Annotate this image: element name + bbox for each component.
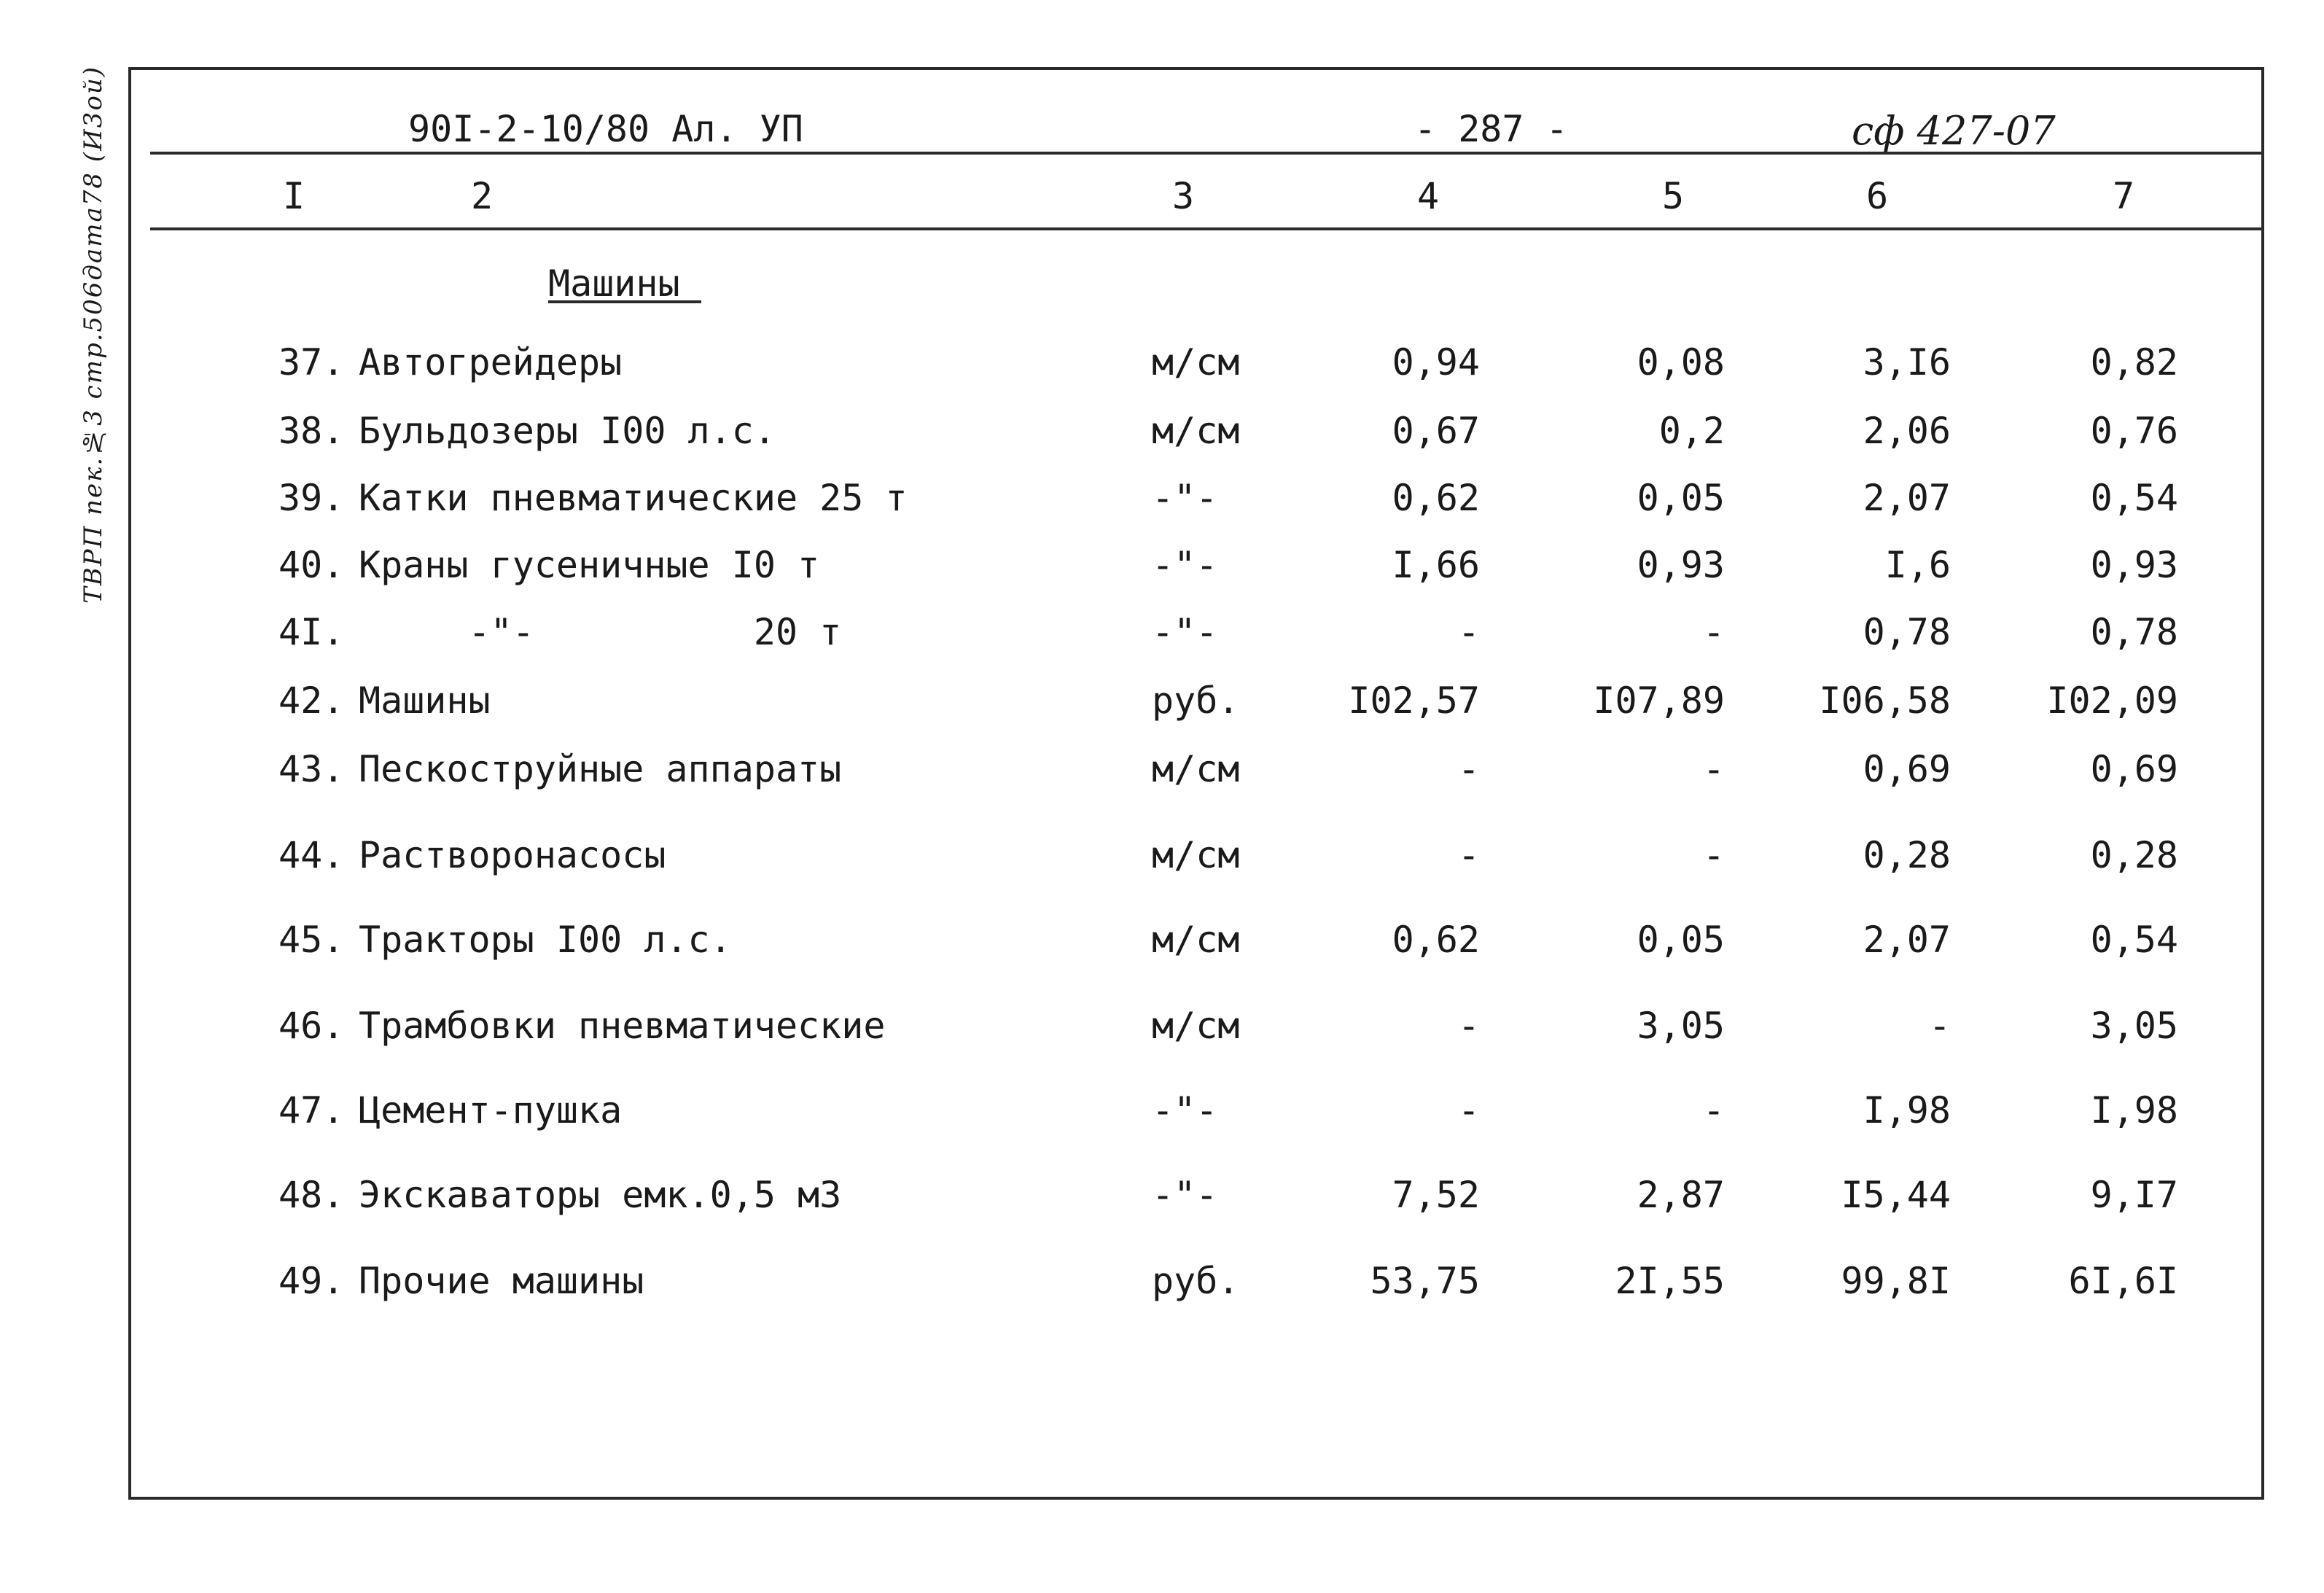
row-name: Трамбовки пневматические [359,1005,886,1047]
row-value-4: 0,67 [1392,410,1480,452]
row-value-4: 0,94 [1392,341,1480,383]
row-unit: -"- [1152,544,1218,586]
table-row [0,1005,2324,1056]
row-value-6: 0,78 [1863,611,1951,653]
row-unit: м/см [1152,748,1240,790]
row-name: Цемент-пушка [359,1089,623,1132]
row-value-6: 99,8I [1841,1260,1951,1302]
row-number: 40. [278,544,345,586]
table-row [0,919,2324,970]
row-name: Краны гусеничные I0 т [359,544,820,586]
row-value-6: 3,I6 [1863,341,1951,383]
table-row [0,611,2324,662]
row-value-6: 0,28 [1863,834,1951,876]
column-number-4: 4 [1417,175,1440,217]
row-value-4: 0,62 [1392,477,1480,519]
row-value-6: I06,58 [1819,679,1951,722]
row-name: Прочие машины [359,1260,644,1302]
row-value-7: 0,78 [2090,611,2178,653]
row-value-5: 0,2 [1658,410,1725,452]
row-number: 39. [278,477,345,519]
table-row [0,1174,2324,1225]
row-number: 38. [278,410,345,452]
row-value-5: 2I,55 [1615,1260,1725,1302]
column-number-6: 6 [1866,175,1889,217]
row-unit: -"- [1152,1174,1218,1216]
row-number: 44. [278,834,345,876]
row-unit: м/см [1152,919,1240,961]
row-value-5: 0,05 [1637,477,1725,519]
row-value-7: 0,82 [2090,341,2178,383]
table-row [0,834,2324,885]
row-number: 37. [278,341,345,383]
row-unit: руб. [1152,1260,1240,1302]
page-number: - 287 - [1414,108,1568,150]
row-number: 49. [278,1260,345,1302]
row-value-5: 0,08 [1637,341,1725,383]
row-value-7: 0,69 [2090,748,2178,790]
row-number: 47. [278,1089,345,1132]
row-value-5: - [1702,748,1725,790]
row-unit: м/см [1152,1005,1240,1047]
table-row [0,477,2324,528]
row-value-6: I,6 [1884,544,1951,586]
row-value-6: 2,07 [1863,919,1951,961]
row-unit: -"- [1152,611,1218,653]
row-name: -"- 20 т [359,611,842,653]
row-value-7: 3,05 [2090,1005,2178,1047]
row-number: 42. [278,679,345,722]
row-value-4: I,66 [1392,544,1480,586]
row-value-5: 0,93 [1637,544,1725,586]
row-value-6: I,98 [1863,1089,1951,1132]
document-code: 90I-2-10/80 Ал. УП [408,108,803,150]
row-value-7: 0,54 [2090,477,2178,519]
row-value-5: - [1702,1089,1725,1132]
row-value-4: - [1457,748,1480,790]
header-divider [150,152,2261,155]
row-value-6: 2,07 [1863,477,1951,519]
row-name: Катки пневматические 25 т [359,477,908,519]
row-name: Машины [359,679,491,722]
row-value-4: - [1457,1089,1480,1132]
table-row [0,341,2324,392]
row-value-5: 2,87 [1637,1174,1725,1216]
row-value-4: I02,57 [1348,679,1480,722]
row-value-6: I5,44 [1841,1174,1951,1216]
row-name: Автогрейдеры [359,341,623,383]
section-title-underline [548,300,701,303]
row-name: Экскаваторы емк.0,5 м3 [359,1174,842,1216]
column-number-5: 5 [1662,175,1685,217]
row-value-7: I,98 [2090,1089,2178,1132]
row-value-6: 2,06 [1863,410,1951,452]
column-number-2: 2 [471,175,494,217]
section-title: Машины [548,262,680,305]
row-value-4: - [1457,834,1480,876]
row-value-5: 3,05 [1637,1005,1725,1047]
row-value-4: - [1457,611,1480,653]
row-unit: м/см [1152,834,1240,876]
row-value-4: 7,52 [1392,1174,1480,1216]
row-name: Пескоструйные аппараты [359,748,842,790]
row-unit: руб. [1152,679,1240,722]
row-value-5: I07,89 [1593,679,1725,722]
table-row [0,1089,2324,1140]
margin-registration-note: ТВРП пек.№3 стр.506дата78 (И3ой) [79,66,108,604]
row-value-7: 0,93 [2090,544,2178,586]
column-number-7: 7 [2113,175,2135,217]
column-number-3: 3 [1172,175,1195,217]
row-value-5: - [1702,834,1725,876]
row-number: 48. [278,1174,345,1216]
row-value-4: 0,62 [1392,919,1480,961]
row-value-7: 0,28 [2090,834,2178,876]
row-value-6: - [1928,1005,1951,1047]
row-unit: м/см [1152,341,1240,383]
row-name: Бульдозеры I00 л.с. [359,410,776,452]
row-number: 43. [278,748,345,790]
row-value-7: 0,54 [2090,919,2178,961]
row-number: 45. [278,919,345,961]
row-value-4: - [1457,1005,1480,1047]
row-name: Тракторы I00 л.с. [359,919,732,961]
row-number: 46. [278,1005,345,1047]
row-value-4: 53,75 [1370,1260,1480,1302]
column-header-divider [150,227,2261,230]
row-unit: -"- [1152,477,1218,519]
row-value-7: I02,09 [2046,679,2178,722]
table-row [0,544,2324,595]
table-row [0,748,2324,799]
row-value-5: - [1702,611,1725,653]
row-value-7: 6I,6I [2068,1260,2178,1302]
row-number: 4I. [278,611,345,653]
handwritten-reference: сф 427-07 [1852,108,2056,154]
row-value-7: 9,I7 [2090,1174,2178,1216]
column-number-1: I [283,175,305,217]
table-row [0,679,2324,731]
row-name: Растворонасосы [359,834,666,876]
table-row [0,1260,2324,1311]
row-value-6: 0,69 [1863,748,1951,790]
table-row [0,410,2324,461]
row-unit: -"- [1152,1089,1218,1132]
row-unit: м/см [1152,410,1240,452]
row-value-7: 0,76 [2090,410,2178,452]
row-value-5: 0,05 [1637,919,1725,961]
